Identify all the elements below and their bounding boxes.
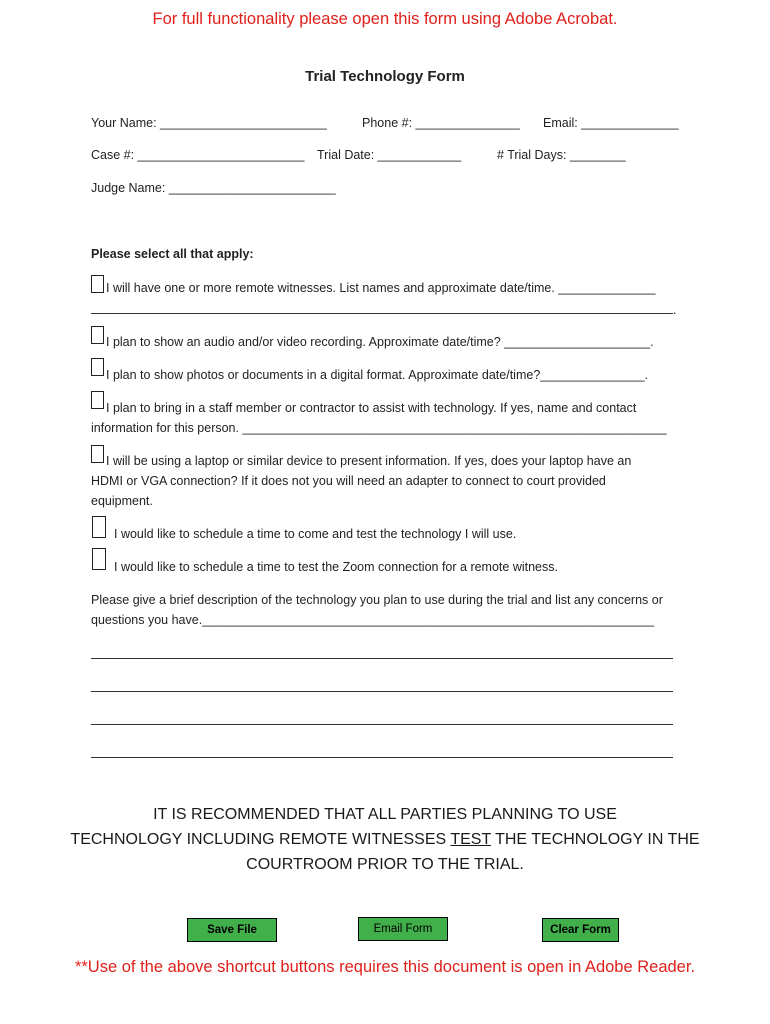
recommendation-line-2a: TECHNOLOGY INCLUDING REMOTE WITNESSES	[70, 831, 451, 848]
email-form-button[interactable]: Email Form	[358, 917, 448, 941]
trial-date-field[interactable]: Trial Date: ____________	[317, 148, 462, 162]
adobe-reader-note: **Use of the above shortcut buttons requires this document is open in Adobe Reader.	[74, 958, 696, 976]
recommendation-test-word: TEST	[450, 831, 491, 848]
staff-assist-checkbox[interactable]	[91, 391, 104, 409]
line-period: .	[673, 303, 677, 317]
phone-field[interactable]: Phone #: _______________	[362, 116, 520, 130]
description-line[interactable]	[91, 658, 673, 659]
laptop-checkbox[interactable]	[91, 445, 104, 463]
clear-form-button[interactable]: Clear Form	[542, 918, 619, 942]
zoom-test-checkbox[interactable]	[92, 548, 106, 570]
case-number-field[interactable]: Case #: ________________________	[91, 148, 305, 162]
schedule-test-checkbox[interactable]	[92, 516, 106, 538]
description-first-line[interactable]: questions you have._________________________________________________________________	[91, 613, 655, 627]
acrobat-notice: For full functionality please open this form using Adobe Acrobat.	[152, 10, 618, 28]
laptop-label: I will be using a laptop or similar device to present information. If yes, does your laptop have an	[106, 454, 632, 468]
form-title: Trial Technology Form	[305, 68, 465, 85]
judge-name-field[interactable]: Judge Name: ________________________	[91, 181, 336, 195]
laptop-label-line2: HDMI or VGA connection? If it does not you will need an adapter to connect to court provided	[91, 474, 606, 488]
recommendation-line-2	[0, 827, 770, 852]
remote-witness-line[interactable]	[91, 313, 673, 314]
select-heading: Please select all that apply:	[91, 247, 254, 261]
save-file-button[interactable]: Save File	[187, 918, 277, 942]
recording-checkbox[interactable]	[91, 326, 104, 344]
description-line[interactable]	[91, 757, 673, 758]
description-line[interactable]	[91, 724, 673, 725]
email-field[interactable]: Email: ______________	[543, 116, 679, 130]
recommendation-line-3: COURTROOM PRIOR TO THE TRIAL.	[246, 856, 524, 873]
trial-days-field[interactable]: # Trial Days: ________	[497, 148, 626, 162]
laptop-label-line3: equipment.	[91, 494, 153, 508]
remote-witness-label: I will have one or more remote witnesses. List names and approximate date/time. ______________	[106, 281, 656, 295]
recording-label: I plan to show an audio and/or video recording. Approximate date/time? _____________________.	[106, 335, 654, 349]
your-name-field[interactable]: Your Name: ________________________	[91, 116, 327, 130]
recommendation-line-1: IT IS RECOMMENDED THAT ALL PARTIES PLANNING TO USE	[153, 806, 617, 823]
digital-documents-label: I plan to show photos or documents in a digital format. Approximate date/time?_______________.	[106, 368, 649, 382]
description-prompt: Please give a brief description of the technology you plan to use during the trial and list any concerns or	[91, 593, 663, 607]
zoom-test-label: I would like to schedule a time to test the Zoom connection for a remote witness.	[114, 560, 558, 574]
staff-assist-label: I plan to bring in a staff member or contractor to assist with technology. If yes, name and contact	[106, 401, 637, 415]
digital-documents-checkbox[interactable]	[91, 358, 104, 376]
description-line[interactable]	[91, 691, 673, 692]
schedule-test-label: I would like to schedule a time to come and test the technology I will use.	[114, 527, 517, 541]
staff-assist-contact-line: information for this person. _____________________________________________________________	[91, 421, 667, 435]
remote-witness-checkbox[interactable]	[91, 275, 104, 293]
recommendation-line-2b: THE TECHNOLOGY IN THE	[490, 831, 700, 848]
recommendation-notice	[0, 802, 770, 877]
